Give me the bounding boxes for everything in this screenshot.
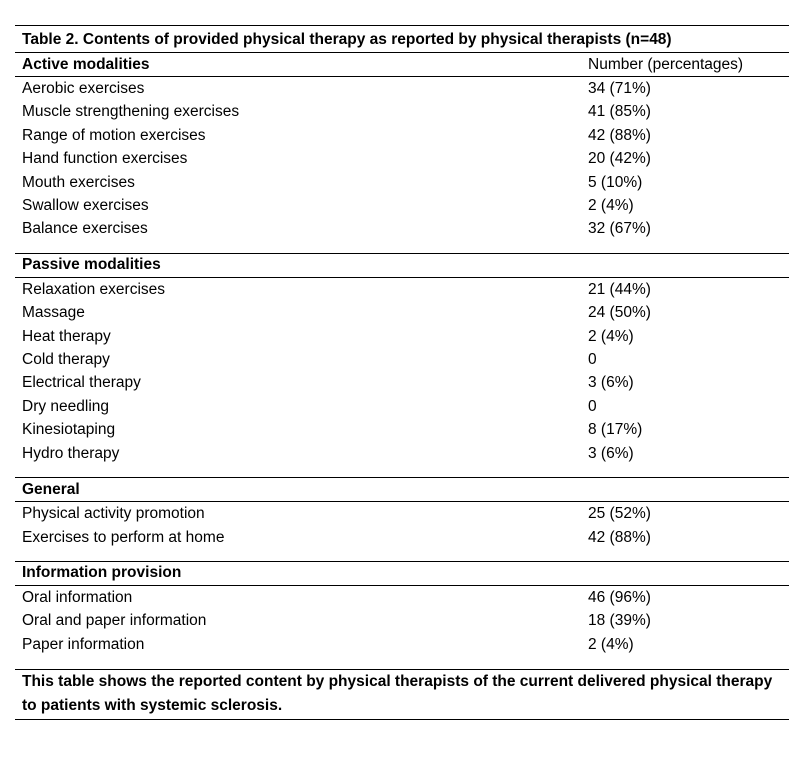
row-label: Hand function exercises [22, 150, 188, 168]
section-header [15, 254, 789, 277]
row-value: 3 (6%) [588, 374, 634, 392]
table-row [15, 194, 789, 217]
table-row [15, 147, 789, 170]
row-value: 25 (52%) [588, 505, 651, 523]
table-row [15, 301, 789, 324]
row-label: Massage [22, 304, 85, 322]
table-body [15, 53, 789, 669]
table-row [15, 395, 789, 418]
table-bottom-rule [15, 719, 789, 720]
row-value: 21 (44%) [588, 280, 651, 298]
row-value: 32 (67%) [588, 220, 651, 238]
table-footnote: This table shows the reported content by physical therapists of the current delivered physical therapy to patients with systemic sclerosis. [22, 673, 773, 715]
section-header [15, 478, 789, 501]
section-spacer [15, 241, 789, 253]
row-label: Heat therapy [22, 327, 111, 345]
table-row [15, 217, 789, 240]
table-row [15, 442, 789, 465]
therapy-table [15, 25, 789, 720]
row-label: Relaxation exercises [22, 280, 166, 298]
table-row [15, 586, 789, 609]
row-value: 2 (4%) [588, 327, 634, 345]
row-label: Swallow exercises [22, 197, 149, 215]
table-row [15, 171, 789, 194]
row-value: 46 (96%) [588, 588, 651, 606]
row-value: 5 (10%) [588, 173, 643, 191]
row-label: Kinesiotaping [22, 421, 116, 439]
table-row [15, 278, 789, 301]
row-label: Dry needling [22, 397, 110, 415]
row-value: 20 (42%) [588, 150, 651, 168]
row-label: Mouth exercises [22, 173, 135, 191]
row-value: 8 (17%) [588, 421, 643, 439]
row-label: Paper information [22, 635, 145, 653]
table-row [15, 609, 789, 632]
row-label: Electrical therapy [22, 374, 141, 392]
table-row [15, 418, 789, 441]
row-label: Oral information [22, 588, 133, 606]
section-header [15, 562, 789, 585]
row-value: 34 (71%) [588, 80, 651, 97]
section-title: Active modalities [22, 55, 150, 73]
section-spacer [15, 465, 789, 477]
table-caption: Table 2. Contents of provided physical therapy as reported by physical therapists (n=48) [22, 31, 672, 48]
table-row [15, 100, 789, 123]
row-label: Range of motion exercises [22, 126, 206, 144]
section-title: Passive modalities [22, 256, 161, 274]
row-value: 3 (6%) [588, 444, 634, 462]
table-row [15, 526, 789, 549]
section-header [15, 53, 789, 76]
table-row [15, 633, 789, 656]
row-label: Hydro therapy [22, 444, 120, 462]
section-spacer [15, 549, 789, 561]
table-row [15, 124, 789, 147]
row-value: 18 (39%) [588, 612, 651, 630]
row-value: 41 (85%) [588, 103, 651, 121]
row-value: 24 (50%) [588, 304, 651, 322]
table-row [15, 502, 789, 525]
row-label: Aerobic exercises [22, 80, 145, 97]
section-title: Information provision [22, 564, 182, 582]
table-row [15, 371, 789, 394]
row-label: Muscle strengthening exercises [22, 103, 240, 121]
table-row [15, 77, 789, 100]
row-value: 2 (4%) [588, 197, 634, 215]
section-title: General [22, 480, 80, 498]
section-spacer [15, 656, 789, 669]
table-row [15, 348, 789, 371]
row-label: Oral and paper information [22, 612, 207, 630]
row-value: 0 [588, 397, 597, 415]
row-label: Physical activity promotion [22, 505, 205, 523]
table-row [15, 325, 789, 348]
row-label: Exercises to perform at home [22, 528, 225, 546]
row-value: 42 (88%) [588, 126, 651, 144]
row-value: 42 (88%) [588, 528, 651, 546]
row-label: Balance exercises [22, 220, 148, 238]
row-label: Cold therapy [22, 351, 110, 369]
column-header: Number (percentages) [588, 55, 744, 73]
row-value: 2 (4%) [588, 635, 634, 653]
row-value: 0 [588, 351, 597, 369]
